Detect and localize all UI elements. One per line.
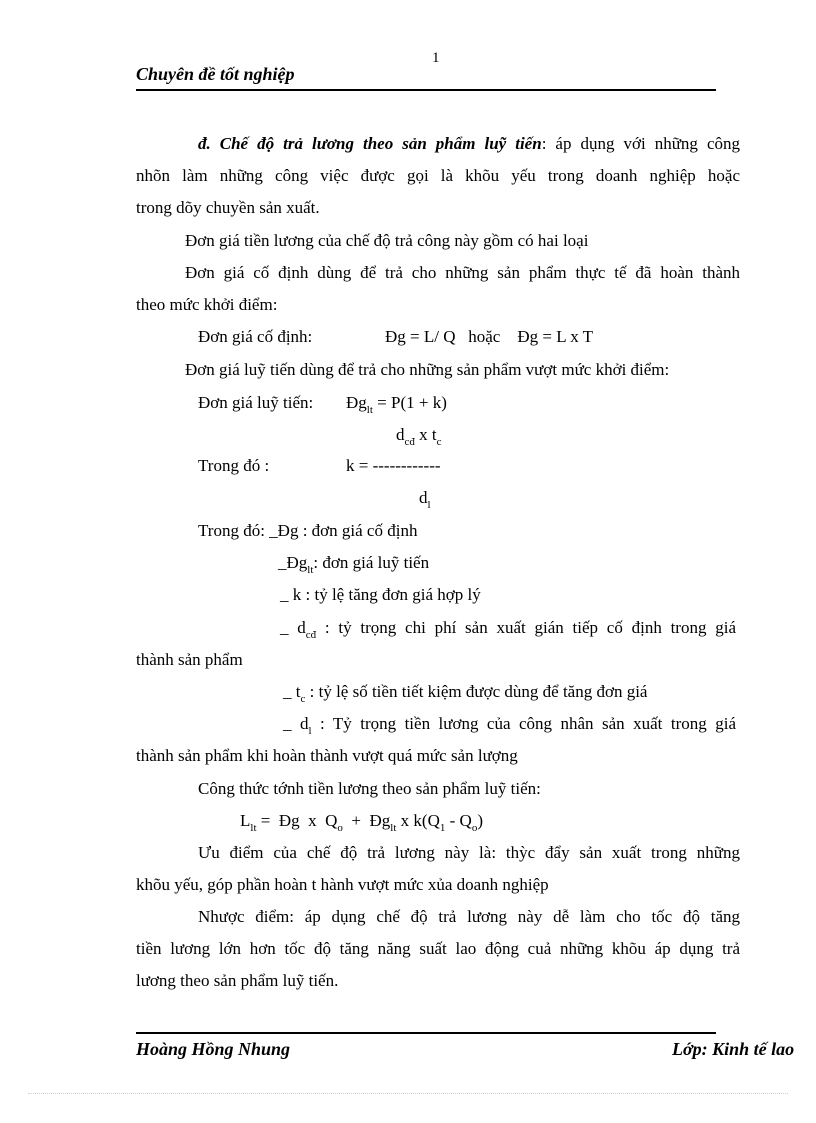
- definition-line: _ k : tỷ lệ tăng đơn giá hợp lý: [280, 585, 481, 604]
- formula: $L_{lt}$ = Đg x $Q_o$ + $Đg_{lt}$ x $k(Q_1 - Q_o)$: [240, 811, 483, 834]
- paragraph-line: trong dõy chuyền sản xuất.: [136, 198, 320, 217]
- paragraph-line: Ưu điểm của chế độ trả lương này là: thỳc đẩy sản xuất trong những: [198, 843, 740, 862]
- header-title: Chuyên đề tốt nghiệp: [136, 64, 295, 84]
- definition-line: thành sản phẩm khi hoàn thành vượt quá mức sản lượng: [136, 746, 518, 765]
- paragraph-line: lương theo sản phẩm luỹ tiến.: [136, 971, 339, 990]
- footer-author: Hoàng Hồng Nhung: [136, 1039, 291, 1059]
- paragraph-line: Đơn giá tiền lương của chế độ trả công này gồm có hai loại: [185, 231, 589, 250]
- page-number: 1: [432, 50, 440, 66]
- formula: k = ------------: [346, 456, 441, 475]
- section-heading: đ. Chế độ trả lương theo sản phẩm luỹ tiến: [198, 134, 542, 153]
- formula: Đg = L/ Q hoặc Đg = L x T: [385, 327, 594, 346]
- definition-line: _ $d_{cđ}$ : tỷ trọng chi phí sản xuất gián tiếp cố định trong giá: [280, 618, 736, 641]
- footer-rule: [136, 1032, 716, 1034]
- definition-line: Trong đó: _Đg : đơn giá cố định: [198, 521, 418, 540]
- definition-line: $\_Đg_{lt}$: đơn giá luỹ tiến: [278, 553, 430, 576]
- page-bottom-divider: [28, 1093, 788, 1094]
- paragraph-line: tiền lương lớn hơn tốc độ tăng năng suất lao động cuả những khõu áp dụng trả: [136, 939, 740, 958]
- paragraph-line: Đơn giá luỹ tiến dùng để trả cho những sản phẩm vượt mức khởi điểm:: [185, 360, 670, 379]
- fraction-denominator: $d_l$: [419, 488, 431, 511]
- definition-line: thành sản phẩm: [136, 650, 243, 669]
- header-rule: [136, 89, 716, 91]
- paragraph-line: Công thức tớnh tiền lương theo sản phẩm luỹ tiến:: [198, 779, 541, 798]
- formula: $Đg_{lt} = P(1 + k)$: [346, 393, 447, 416]
- paragraph-line: Nhược điểm: áp dụng chế độ trả lương này dễ làm cho tốc độ tăng: [198, 907, 740, 926]
- paragraph-line: nhõn làm những công việc được gọi là khõu yếu trong doanh nghiệp hoặc: [136, 166, 740, 185]
- definition-line: _ $t_c$ : tỷ lệ số tiền tiết kiệm được dùng để tăng đơn giá: [283, 682, 648, 705]
- definition-line: _ $d_l$ : Tỷ trọng tiền lương của công nhân sản xuất trong giá: [283, 714, 736, 737]
- paragraph-line: Đơn giá cố định dùng để trả cho những sản phẩm thực tế đã hoàn thành: [185, 263, 740, 282]
- fraction-numerator: $d_{cđ}$ x $t_c$: [396, 425, 442, 448]
- formula-label: Đơn giá cố định:: [198, 327, 313, 346]
- paragraph-line: theo mức khởi điểm:: [136, 295, 278, 314]
- formula-label: Trong đó :: [198, 456, 270, 475]
- paragraph-line: khõu yếu, góp phần hoàn t hành vượt mức xủa doanh nghiệp: [136, 875, 549, 894]
- paragraph-line: đ. Chế độ trả lương theo sản phẩm luỹ tiến: áp dụng với những công: [198, 134, 740, 153]
- footer-class: Lớp: Kinh tế lao: [672, 1039, 795, 1059]
- formula-label: Đơn giá luỹ tiến:: [198, 393, 314, 412]
